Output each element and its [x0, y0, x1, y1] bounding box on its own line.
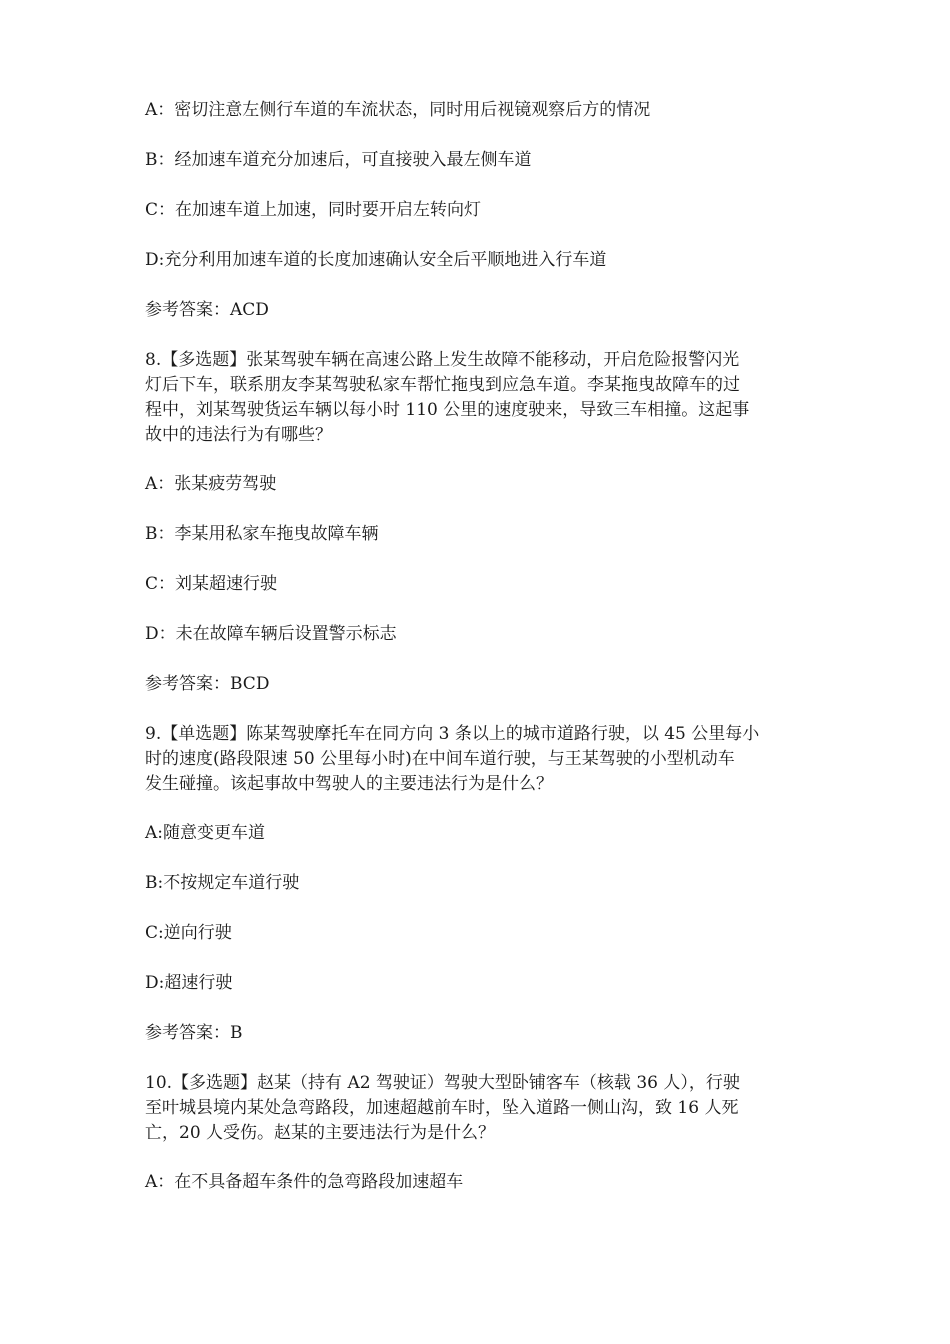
- q8-question-line-1: 8.【多选题】张某驾驶车辆在高速公路上发生故障不能移动，开启危险报警闪光: [145, 350, 740, 370]
- q8-question-line-3: 程中，刘某驾驶货运车辆以每小时 110 公里的速度驶来，导致三车相撞。这起事: [145, 400, 750, 420]
- q8-option-b: B：李某用私家车拖曳故障车辆: [145, 524, 379, 544]
- q9-option-c: C:逆向行驶: [145, 923, 232, 943]
- q9-option-a: A:随意变更车道: [145, 823, 266, 843]
- q7-option-c: C：在加速车道上加速，同时要开启左转向灯: [145, 200, 482, 220]
- q7-option-d: D:充分利用加速车道的长度加速确认安全后平顺地进入行车道: [145, 250, 607, 270]
- q9-question-line-2: 时的速度(路段限速 50 公里每小时)在中间车道行驶，与王某驾驶的小型机动车: [145, 749, 735, 769]
- q10-question-line-2: 至叶城县境内某处急弯路段，加速超越前车时，坠入道路一侧山沟，致 16 人死: [145, 1098, 739, 1118]
- q9-question-line-1: 9.【单选题】陈某驾驶摩托车在同方向 3 条以上的城市道路行驶，以 45 公里每小: [145, 724, 760, 744]
- q9-answer: 参考答案：B: [145, 1023, 243, 1043]
- q8-option-c: C：刘某超速行驶: [145, 574, 278, 594]
- q7-option-b: B：经加速车道充分加速后，可直接驶入最左侧车道: [145, 150, 532, 170]
- q9-option-b: B:不按规定车道行驶: [145, 873, 300, 893]
- q10-question-line-1: 10.【多选题】赵某（持有 A2 驾驶证）驾驶大型卧铺客车（核载 36 人），行驶: [145, 1073, 740, 1093]
- q10-question-line-3: 亡，20 人受伤。赵某的主要违法行为是什么？: [145, 1123, 496, 1143]
- q9-option-d: D:超速行驶: [145, 973, 233, 993]
- q9-question-line-3: 发生碰撞。该起事故中驾驶人的主要违法行为是什么？: [145, 774, 553, 794]
- q8-question-line-2: 灯后下车，联系朋友李某驾驶私家车帮忙拖曳到应急车道。李某拖曳故障车的过: [145, 375, 740, 395]
- q8-option-d: D：未在故障车辆后设置警示标志: [145, 624, 397, 644]
- q7-option-a: A：密切注意左侧行车道的车流状态，同时用后视镜观察后方的情况: [145, 100, 651, 120]
- q8-answer: 参考答案：BCD: [145, 674, 270, 694]
- q7-answer: 参考答案：ACD: [145, 300, 269, 320]
- q8-option-a: A：张某疲劳驾驶: [145, 474, 277, 494]
- q10-option-a: A：在不具备超车条件的急弯路段加速超车: [145, 1172, 464, 1192]
- q8-question-line-4: 故中的违法行为有哪些？: [145, 425, 332, 445]
